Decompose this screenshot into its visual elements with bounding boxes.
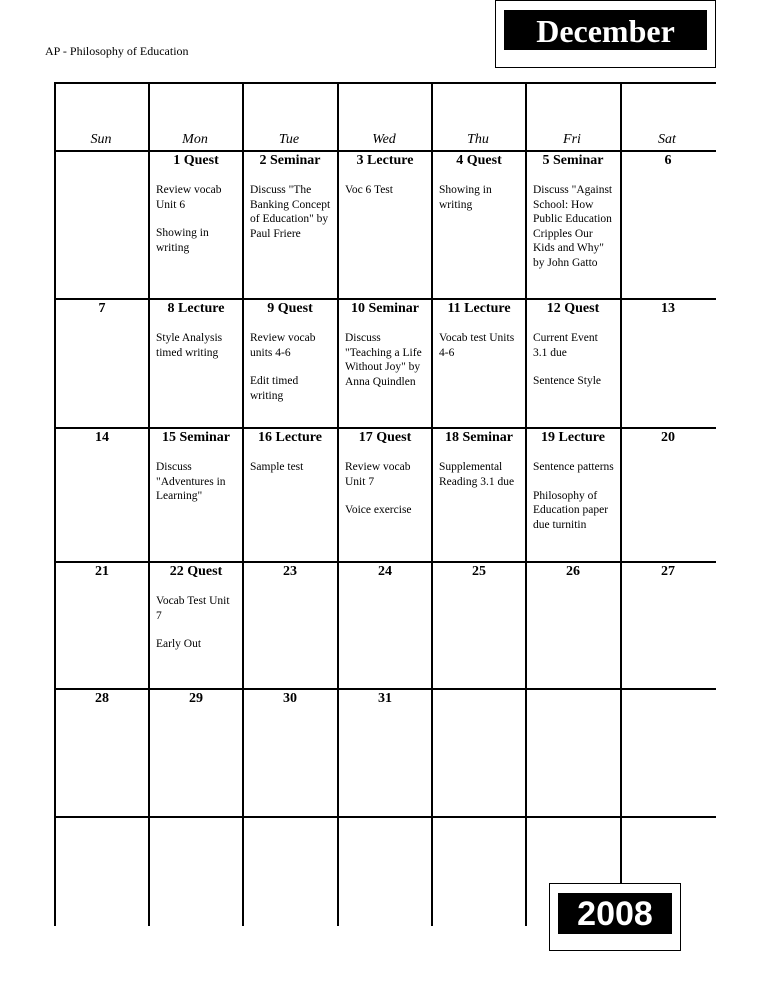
day-notes (527, 460, 619, 532)
year-label: 2008 (558, 893, 672, 934)
day-heading: 2 Seminar (259, 153, 321, 168)
day-cell (527, 690, 619, 691)
day-heading: 25 (472, 564, 486, 579)
day-heading: 24 (378, 564, 392, 579)
day-heading: 15 Seminar (161, 430, 231, 445)
day-name-sat: Sat (658, 132, 676, 147)
day-cell (150, 300, 242, 374)
day-cell (244, 429, 336, 489)
day-notes (339, 460, 431, 518)
day-cell (339, 563, 431, 580)
day-cell (339, 152, 431, 212)
day-note: Discuss "Teaching a Life Without Joy" by Anna Quindlen (345, 332, 422, 388)
day-notes (339, 331, 431, 389)
day-note: Discuss "Against School: How Public Education Cripples Our Kids and Why" by John Gatto (533, 184, 613, 269)
day-cell (56, 563, 148, 580)
day-cell (433, 300, 525, 374)
day-notes (433, 460, 525, 489)
day-cell (527, 818, 619, 819)
day-cell (244, 152, 336, 255)
day-note: Sentence Style (533, 375, 602, 388)
day-note: Philosophy of Education paper due turnitin (533, 489, 609, 531)
day-cell (339, 429, 431, 532)
day-note: Showing in writing (439, 184, 492, 211)
day-heading: 29 (189, 691, 203, 706)
day-notes (150, 183, 242, 255)
day-notes (527, 183, 619, 271)
day-heading: 10 Seminar (350, 301, 420, 316)
day-notes (433, 183, 525, 212)
day-cell (433, 818, 525, 819)
day-cell (150, 152, 242, 269)
day-cell (339, 300, 431, 403)
row-divider (54, 82, 716, 84)
day-name-mon: Mon (182, 132, 208, 147)
day-cell (622, 300, 714, 317)
day-cell (244, 300, 336, 417)
course-title: AP - Philosophy of Education (45, 44, 189, 58)
day-notes (527, 331, 619, 389)
day-cell (433, 690, 525, 691)
day-note: Voc 6 Test (345, 184, 393, 196)
day-heading: 4 Quest (456, 153, 502, 168)
day-cell (244, 818, 336, 819)
day-note: Discuss "Adventures in Learning" (156, 461, 226, 503)
day-cell (244, 690, 336, 707)
day-heading: 20 (661, 430, 675, 445)
month-label: December (504, 10, 707, 50)
day-cell (527, 152, 619, 285)
day-cell (150, 690, 242, 707)
day-heading: 27 (661, 564, 675, 579)
day-heading: 31 (378, 691, 392, 706)
day-note: Sentence patterns (533, 461, 614, 473)
day-heading: 21 (95, 564, 109, 579)
day-cell (622, 563, 714, 580)
day-note: Sample test (250, 461, 304, 473)
day-heading: 9 Quest (267, 301, 313, 316)
day-heading: 6 (664, 153, 672, 168)
day-note: Style Analysis timed writing (156, 332, 223, 359)
day-heading: 26 (566, 564, 580, 579)
day-cell (244, 563, 336, 580)
day-notes (150, 594, 242, 652)
day-heading: 16 Lecture (258, 430, 322, 445)
column-divider (620, 82, 622, 926)
day-cell (433, 563, 525, 580)
day-cell (56, 818, 148, 819)
day-cell (622, 152, 714, 169)
day-cell (150, 429, 242, 518)
day-heading: 14 (95, 430, 109, 445)
day-cell (527, 563, 619, 580)
day-cell (56, 300, 148, 317)
day-cell (339, 690, 431, 707)
day-note: Showing in writing (156, 227, 209, 254)
day-heading: 22 Quest (169, 564, 223, 579)
day-note: Review vocab Unit 7 (345, 461, 411, 488)
day-notes (244, 183, 336, 241)
day-notes (244, 460, 336, 475)
day-heading: 7 (98, 301, 106, 316)
day-cell (339, 818, 431, 819)
column-divider (54, 82, 56, 926)
day-notes (150, 460, 242, 504)
day-heading: 12 Quest (546, 301, 600, 316)
day-note: Discuss "The Banking Concept of Education" by Paul Friere (250, 184, 331, 240)
day-cell (56, 690, 148, 707)
day-cell (527, 429, 619, 546)
day-cell (56, 429, 148, 446)
day-heading: 13 (661, 301, 675, 316)
day-heading: 23 (283, 564, 297, 579)
day-cell (433, 152, 525, 226)
day-note: Review vocab Unit 6 (156, 184, 222, 211)
day-cell (622, 818, 714, 819)
day-heading: 1 Quest (173, 153, 219, 168)
day-notes (150, 331, 242, 360)
year-banner (549, 883, 681, 951)
day-note: Edit timed writing (250, 375, 299, 402)
day-note: Voice exercise (345, 504, 412, 517)
day-cell (622, 690, 714, 691)
day-heading: 28 (95, 691, 109, 706)
day-name-tue: Tue (278, 132, 300, 147)
day-note: Supplemental Reading 3.1 due (439, 461, 515, 488)
day-heading: 17 Quest (358, 430, 412, 445)
day-cell (433, 429, 525, 503)
day-heading: 19 Lecture (541, 430, 605, 445)
day-cell (622, 429, 714, 446)
day-heading: 11 Lecture (447, 301, 511, 316)
day-notes (244, 331, 336, 403)
day-cell (527, 300, 619, 403)
day-note: Vocab test Units 4-6 (439, 332, 515, 359)
day-cell (150, 818, 242, 819)
day-name-thu: Thu (467, 132, 489, 147)
day-notes (433, 331, 525, 360)
day-heading: 3 Lecture (356, 153, 414, 168)
day-notes (339, 183, 431, 198)
day-name-sun: Sun (90, 132, 112, 147)
day-heading: 30 (283, 691, 297, 706)
day-name-wed: Wed (372, 132, 396, 147)
day-cell (56, 152, 148, 153)
day-heading: 18 Seminar (444, 430, 514, 445)
day-note: Vocab Test Unit 7 (156, 595, 230, 622)
day-note: Early Out (156, 638, 202, 651)
day-cell (150, 563, 242, 666)
day-note: Current Event 3.1 due (533, 332, 598, 359)
day-name-fri: Fri (563, 132, 581, 147)
day-heading: 8 Lecture (167, 301, 225, 316)
day-heading: 5 Seminar (542, 153, 604, 168)
day-note: Review vocab units 4-6 (250, 332, 316, 359)
